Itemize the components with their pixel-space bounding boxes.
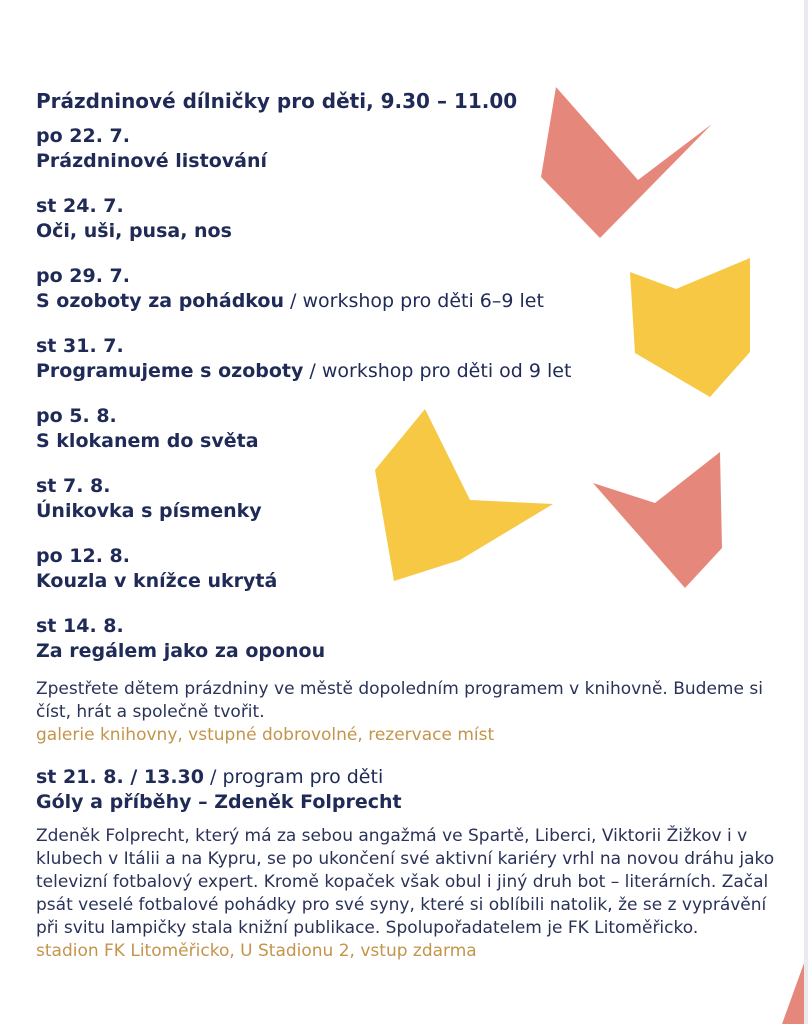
event-title: Za regálem jako za oponou: [36, 640, 326, 662]
program-content: [36, 88, 776, 963]
event-date: st 7. 8.: [36, 475, 111, 497]
event-note: / program pro děti: [204, 766, 384, 788]
event-date: st 24. 7.: [36, 195, 124, 217]
page-edge: [804, 0, 808, 1024]
event-title: Góly a příběhy – Zdeněk Folprecht: [36, 791, 402, 813]
event-title: Prázdninové listování: [36, 150, 267, 172]
event-note: / workshop pro děti od 9 let: [303, 360, 572, 382]
event-date: po 5. 8.: [36, 405, 117, 427]
event-item: [36, 124, 776, 174]
event-date: po 22. 7.: [36, 125, 130, 147]
event-item: [36, 334, 776, 384]
event-goly: [36, 765, 776, 963]
summer-description: Zpestřete dětem prázdniny ve městě dopoledním programem v knihovně. Budeme si číst, hrát a společně tvořit.: [36, 679, 763, 722]
event-item: [36, 474, 776, 524]
event-date: st 31. 7.: [36, 335, 124, 357]
event-title: Kouzla v knížce ukrytá: [36, 570, 278, 592]
event-title: Oči, uši, pusa, nos: [36, 220, 232, 242]
event-title: S klokanem do světa: [36, 430, 259, 452]
event-description: Zdeněk Folprecht, který má za sebou angažmá ve Spartě, Liberci, Viktorii Žižkov i v klubech v Itálii a na Kypru, se po ukončení své aktivní kariéry vrhl na novou dráhu jako televizní fotbalový expert. Kromě kopaček však obul i jiný druh bot – literárních. Začal psát veselé fotbalové pohádky pro své syny, které si oblíbili natolik, že se z vyprávění při svitu lampičky stala knižní publikace. Spolupořadatelem je FK Litoměřicko.: [36, 826, 775, 938]
event-venue: stadion FK Litoměřicko, U Stadionu 2, vstup zdarma: [36, 941, 477, 961]
event-note: / workshop pro děti 6–9 let: [284, 290, 544, 312]
event-date: po 12. 8.: [36, 545, 130, 567]
event-title: Programujeme s ozoboty / workshop pro děti od 9 let: [36, 360, 572, 382]
event-item: [36, 404, 776, 454]
event-date: st 21. 8. / 13.30 / program pro děti: [36, 766, 384, 788]
event-date: st 14. 8.: [36, 615, 124, 637]
event-item: [36, 614, 776, 664]
event-title: S ozoboty za pohádkou / workshop pro děti 6–9 let: [36, 290, 544, 312]
event-item: [36, 264, 776, 314]
event-item: [36, 194, 776, 244]
event-title: Únikovka s písmenky: [36, 500, 262, 522]
summer-venue: galerie knihovny, vstupné dobrovolné, rezervace míst: [36, 725, 495, 745]
section-title: Prázdninové dílničky pro děti, 9.30 – 11.00: [36, 89, 518, 113]
event-item: [36, 544, 776, 594]
event-date: po 29. 7.: [36, 265, 130, 287]
